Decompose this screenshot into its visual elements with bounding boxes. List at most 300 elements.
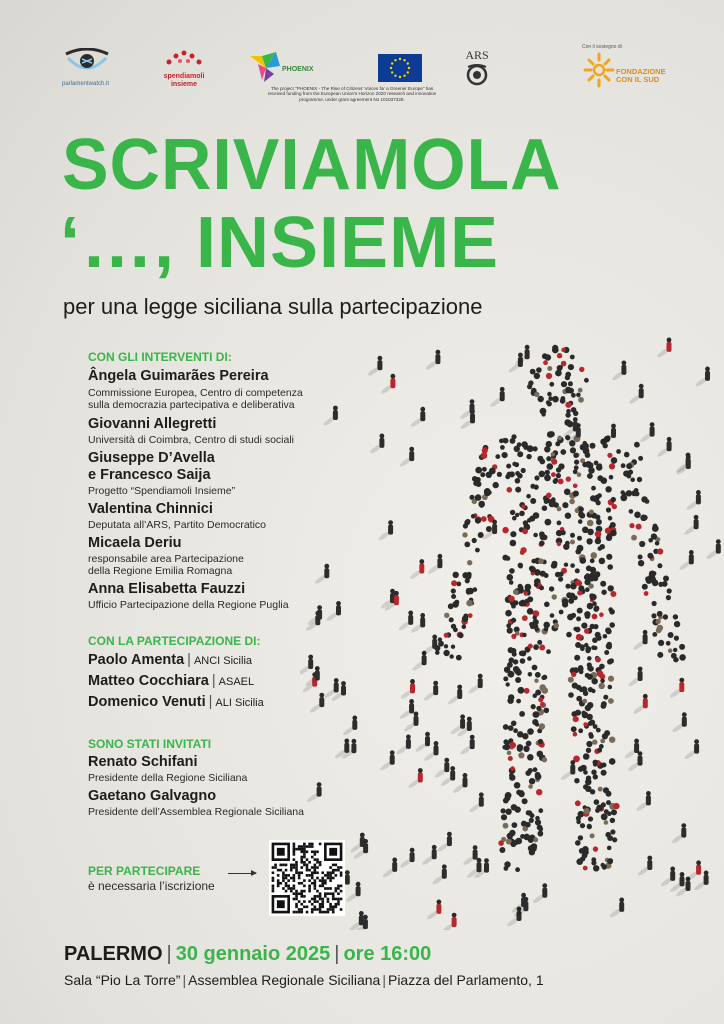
walking-person [410,407,425,428]
crowd-person [576,685,582,691]
crowd-person [569,499,575,505]
crowd-person [578,519,583,524]
crowd-person [579,367,584,372]
crowd-person [551,563,557,569]
crowd-person [517,451,523,457]
crowd-person [518,791,524,797]
crowd-person [522,633,526,637]
crowd-person [543,360,548,365]
crowd-person [607,453,612,458]
crowd-person [606,644,611,649]
crowd-person [527,596,533,602]
crowd-person [655,541,660,546]
crowd-person [516,670,522,676]
crowd-person [527,384,532,389]
crowd-person [679,644,685,650]
crowd-person [538,558,544,564]
crowd-person [579,513,585,519]
crowd-person [566,632,572,638]
crowd-person [600,679,605,684]
crowd-person [502,452,508,458]
crowd-person [606,535,612,541]
crowd-person [603,695,608,700]
crowd-person [599,558,606,565]
crowd-person [462,572,468,578]
crowd-person [578,766,584,772]
crowd-person [514,462,519,467]
crowd-person [542,505,548,511]
crowd-person [630,478,635,483]
walking-person [507,353,522,374]
crowd-person [528,784,533,789]
event-city: PALERMO [64,943,163,965]
crowd-person [482,467,487,472]
crowd-person [536,789,542,795]
crowd-person [507,751,512,756]
crowd-person [544,708,550,714]
crowd-person [640,515,647,522]
crowd-person [574,655,580,661]
crowd-person [557,507,562,512]
event-date: 30 gennaio 2025 [175,943,331,965]
invitee-role: Presidente della Regione Siciliana [88,772,248,784]
crowd-person [557,521,562,526]
crowd-person [542,675,547,680]
walking-person [342,716,357,737]
crowd-person [607,659,613,665]
crowd-person [529,778,535,784]
walking-person [628,384,643,405]
crowd-person [602,733,608,739]
crowd-person [623,470,629,476]
crowd-person [515,806,521,812]
crowd-person [565,584,570,589]
crowd-person [546,649,551,654]
crowd-person [674,636,679,641]
crowd-person [585,646,591,652]
crowd-person [510,540,517,547]
crowd-person [567,614,574,621]
crowd-person [671,653,677,659]
event-datetime: PALERMO | 30 gennaio 2025 | ore 16:00 [64,943,432,965]
crowd-person [515,513,519,517]
crowd-person [587,824,592,829]
crowd-person [571,672,576,677]
crowd-person [526,494,531,499]
crowd-person [521,505,525,509]
crowd-person [631,490,637,496]
walking-person [421,845,436,866]
crowd-person [586,565,592,571]
crowd-person [575,710,581,716]
crowd-person [509,580,514,585]
crowd-person [608,676,614,682]
walking-person [532,883,547,904]
crowd-person [578,728,583,733]
crowd-person [586,748,591,753]
crowd-person [511,841,517,847]
crowd-person [577,608,583,614]
crowd-person [576,634,583,641]
crowd-person [578,507,584,513]
crowd-person [591,552,598,559]
crowd-person [498,840,504,846]
crowd-person [462,616,468,622]
crowd-person [608,698,614,704]
crowd-person [478,532,484,538]
crowd-person [611,497,616,502]
crowd-person [644,591,649,596]
ars-logo [463,48,491,92]
crowd-person [667,588,672,593]
crowd-person [593,624,598,629]
crowd-person [511,721,517,727]
crowd-person [451,624,456,629]
phoenix-label: PHOENIX [282,66,314,73]
crowd-person [505,610,512,617]
crowd-person [535,773,542,780]
crowd-person [523,444,529,450]
walking-person [489,387,504,408]
crowd-person [609,463,615,469]
crowd-person [573,411,578,416]
crowd-person [561,530,566,535]
crowd-person [540,702,545,707]
crowd-person [594,799,600,805]
crowd-person [506,623,511,628]
crowd-person [510,742,516,748]
crowd-person [611,457,618,464]
speaker-name: Giuseppe D’Avella [88,450,215,466]
invitee-name: Renato Schifani [88,754,198,770]
walking-person [695,367,710,388]
walking-person [345,882,360,903]
crowd-person [604,809,609,814]
crowd-person [526,454,531,459]
crowd-person [601,477,608,484]
crowd-person [503,823,509,829]
crowd-person [580,557,587,564]
crowd-person [499,439,504,444]
speaker-name-2: e Francesco Saija [88,467,211,483]
crowd-person [573,491,579,497]
invitee-role: Presidente dell’Assemblea Regionale Siciliana [88,806,304,818]
walking-person [656,437,671,458]
crowd-person [468,613,473,618]
crowd-person [500,445,505,450]
crowd-person [565,513,571,519]
crowd-person [591,770,596,775]
speaker-role: Progetto “Spendiamoli Insieme” [88,485,236,497]
crowd-person [524,591,529,596]
walking-person [400,679,415,700]
crowd-person [651,533,657,539]
crowd-person [503,438,509,444]
crowd-person [611,809,617,815]
crowd-person [585,705,591,711]
arrow-right-icon [228,873,256,874]
crowd-person [534,679,538,683]
crowd-person [601,863,605,867]
crowd-person [533,533,538,538]
crowd-person [577,472,582,477]
crowd-person [510,531,516,537]
walking-person [560,760,575,781]
crowd-person [544,627,549,632]
walking-person [367,356,382,377]
crowd-person [522,798,528,804]
crowd-person [517,746,523,752]
crowd-person [590,558,595,563]
crowd-person [527,728,534,735]
registration-qr-code[interactable] [269,840,345,916]
crowd-person [573,484,578,489]
crowd-person [499,847,505,853]
crowd-person [585,786,591,792]
crowd-person [596,728,601,733]
crowd-person [527,608,534,615]
crowd-person [507,628,512,633]
walking-person [379,750,394,771]
crowd-person [549,586,554,591]
crowd-person [525,584,532,591]
crowd-person [553,623,559,629]
crowd-person [547,392,552,397]
parlamentwatch-logo [62,48,120,87]
crowd-person [637,477,642,482]
crowd-person [520,550,525,555]
crowd-person [608,585,614,591]
crowd-person [559,610,564,615]
event-place: Assemblea Regionale Siciliana [188,972,381,988]
crowd-person [593,760,598,765]
crowd-person [656,537,660,541]
crowd-person [533,446,538,451]
crowd-person [657,548,663,554]
crowd-person [608,685,613,690]
crowd-person [514,782,521,789]
crowd-person [599,683,605,689]
crowd-person [551,452,555,456]
crowd-person [532,665,538,671]
event-venue: Sala “Pio La Torre” [64,972,181,988]
crowd-person [558,479,564,485]
crowd-person [574,460,579,465]
crowd-person [525,822,531,828]
crowd-person [540,408,547,415]
crowd-person [513,659,518,664]
crowd-person [539,645,545,651]
crowd-person [650,575,655,580]
crowd-person [610,818,615,823]
crowd-person [507,472,512,477]
crowd-person [657,563,662,568]
crowd-person [466,600,473,607]
crowd-person [589,734,594,739]
crowd-person [511,634,516,639]
crowd-person [573,469,578,474]
crowd-person [544,602,550,608]
crowd-person [578,397,584,403]
crowd-person [453,572,459,578]
crowd-person [516,699,521,704]
crowd-person [666,641,671,646]
crowd-person [520,658,526,664]
crowd-person [576,393,581,398]
crowd-person [555,441,560,446]
crowd-person [574,778,579,783]
crowd-person [527,656,532,661]
crowd-person [595,657,601,663]
crowd-person [519,711,525,717]
crowd-person [467,560,472,565]
crowd-person [538,808,543,813]
crowd-person [517,442,522,447]
crowd-person [557,436,562,441]
crowd-person [663,576,669,582]
crowd-person [533,767,538,772]
walking-person [624,739,639,760]
crowd-person [570,447,576,453]
crowd-person [571,393,576,398]
walking-person [669,678,684,699]
walking-person [639,422,654,443]
crowd-person [573,732,578,737]
crowd-person [592,739,597,744]
walking-person [447,685,462,706]
crowd-person [533,837,538,842]
crowd-person [552,594,557,599]
crowd-person [570,533,575,538]
crowd-person [573,716,579,722]
crowd-person [604,650,609,655]
crowd-person [484,488,491,495]
crowd-person [509,830,515,836]
crowd-person [603,443,608,448]
crowd-person [592,678,598,684]
crowd-person [561,396,566,401]
crowd-person [517,473,523,479]
crowd-person [519,600,525,606]
crowd-person [558,577,563,582]
crowd-person [641,496,647,502]
crowd-person [545,470,550,475]
crowd-person [528,672,533,677]
crowd-person [610,530,617,537]
crowd-person [652,525,659,532]
crowd-person [647,553,653,559]
crowd-person [547,366,552,371]
crowd-person [582,699,587,704]
crowd-person [465,519,470,524]
crowd-person [451,594,456,599]
crowd-person [595,531,602,538]
crowd-person [534,475,539,480]
crowd-person [557,353,562,358]
crowd-person [512,822,518,828]
crowd-person [503,676,508,681]
crowd-person [438,637,442,641]
crowd-person [493,482,499,488]
crowd-person [473,587,478,592]
crowd-person [608,516,613,521]
crowd-person [472,476,478,482]
crowd-person [596,464,603,471]
crowd-person [581,686,587,692]
crowd-person [658,582,663,587]
crowd-person [587,520,594,527]
walking-person [300,655,313,676]
crowd-person [575,568,580,573]
crowd-person [523,746,529,752]
walking-person [431,864,446,885]
crowd-person [475,467,482,474]
crowd-person [580,647,585,652]
speaker-role: Commissione Europea, Centro di competenza [88,387,303,399]
crowd-person [444,644,448,648]
crowd-person [609,622,615,628]
sun-icon [582,50,616,90]
walking-person [380,374,395,395]
crowd-person [475,494,482,501]
participant-row: Paolo Amenta | ANCI Sicilia [88,652,253,668]
crowd-person [549,431,555,437]
partecipazione-heading: CON LA PARTECIPAZIONE DI: [88,634,261,648]
crowd-person [609,475,614,480]
walking-person [459,735,474,756]
crowd-person [668,632,674,638]
walking-person [436,832,451,853]
speaker-role: Deputata all’ARS, Partito Democratico [88,519,266,531]
crowd-person [506,464,511,469]
crowd-person [606,554,612,560]
crowd-person [462,532,467,537]
crowd-person [556,467,561,472]
crowd-person [603,634,608,639]
subtitle: per una legge siciliana sulla partecipazione [63,294,483,319]
crowd-person [601,770,607,776]
crowd-person [576,696,582,702]
crowd-person [599,744,604,749]
crowd-person [607,858,613,864]
walking-person [468,792,483,813]
walking-person [632,630,647,651]
crowd-person [507,574,514,581]
participant-row: Domenico Venuti | ALI Sicilia [88,694,264,710]
crowd-person [657,611,662,616]
crowd-person [589,510,594,515]
crowd-person [518,752,524,758]
crowd-person [652,632,657,637]
walking-person [306,782,321,803]
walking-person [660,867,675,888]
crowd-person [538,831,544,837]
speaker-role: della Regione Emilia Romagna [88,565,233,577]
crowd-person [657,652,663,658]
crowd-person [597,670,604,677]
crowd-person [604,820,609,825]
crowd-person [584,808,590,814]
crowd-person [526,741,532,747]
crowd-person [593,865,599,871]
crowd-person [576,816,581,821]
speaker-role: Università di Coimbra, Centro di studi sociali [88,434,294,446]
crowd-person [510,510,515,515]
crowd-person [537,751,544,758]
crowd-person [600,544,605,549]
crowd-person [588,666,594,672]
crowd-person [596,805,603,812]
